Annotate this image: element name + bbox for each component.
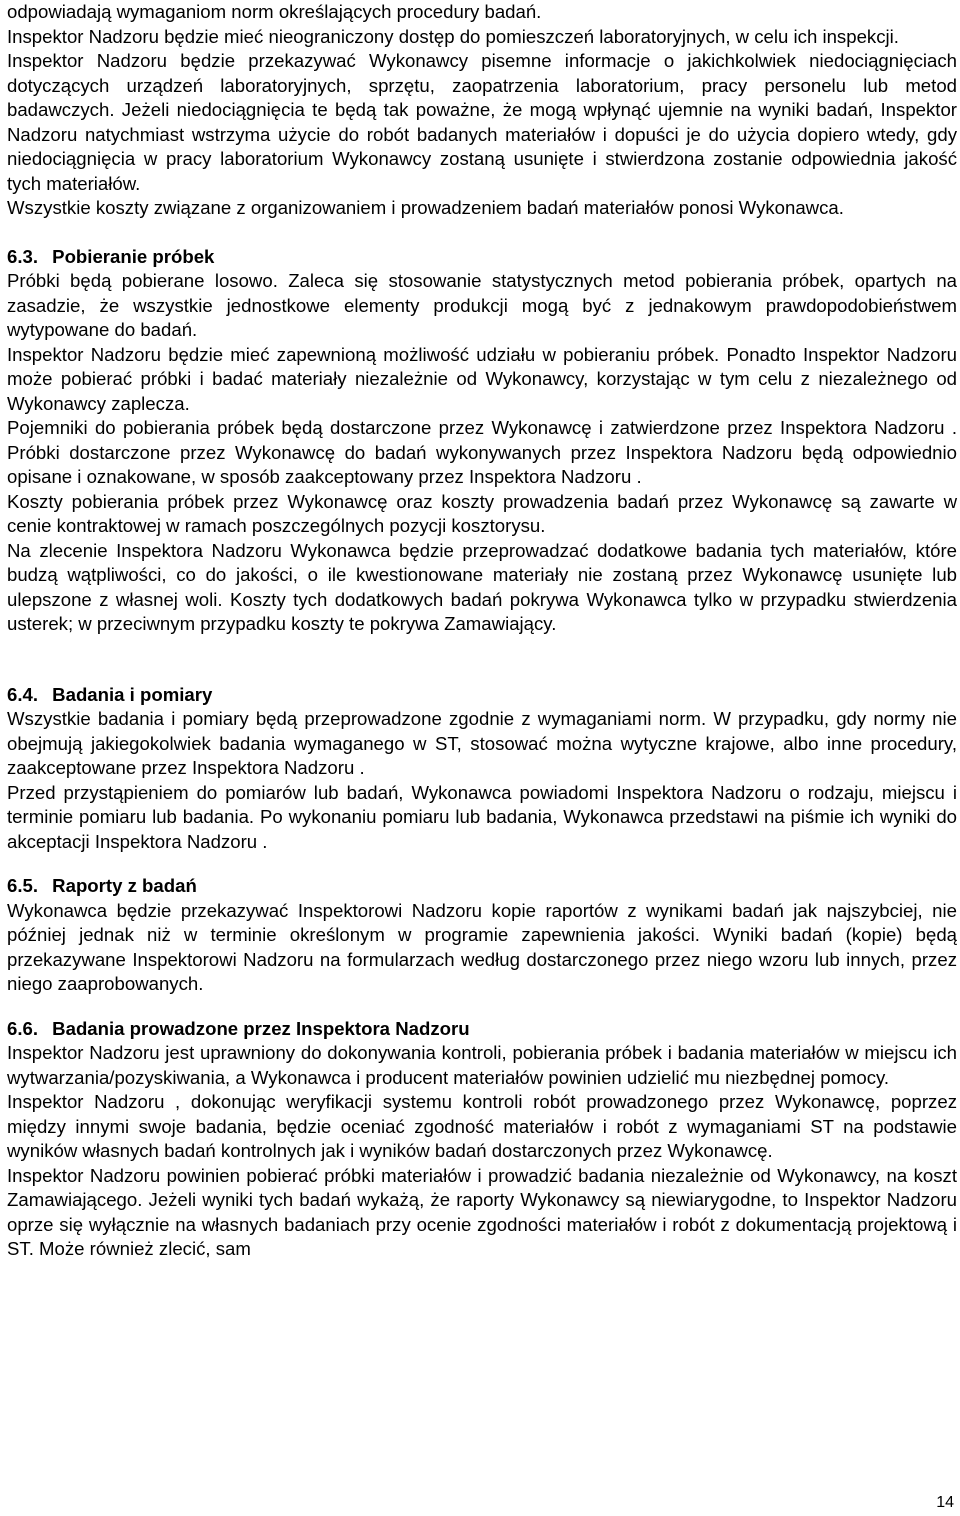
document-page xyxy=(7,0,957,1262)
section-heading-6-4 xyxy=(7,683,957,708)
paragraph: Na zlecenie Inspektora Nadzoru Wykonawca będzie przeprowadzać dodatkowe badania tych materiałów, które budzą wątpliwości, co do jakości, o ile kwestionowane materiały nie zostaną przez Wykonawcę usunięte lub ulepszone z własnej woli. Koszty tych dodatkowych badań pokrywa Wykonawca tylko w przypadku stwierdzenia usterek; w przeciwnym przypadku koszty te pokrywa Zamawiający. xyxy=(7,539,957,634)
section-number: 6.5. xyxy=(7,875,39,896)
section-number: 6.6. xyxy=(7,1017,39,1039)
paragraph: Inspektor Nadzoru będzie przekazywać Wykonawcy pisemne informacje o jakichkolwiek niedociągnięciach dotyczących urządzeń laboratoryjnych, sprzętu, zaopatrzenia laboratorium, pracy personelu lub metod badawczych. Jeżeli niedociągnięcia te będą tak poważne, że mogą wpłynąć ujemnie na wyniki badań, Inspektor Nadzoru natychmiast wstrzyma użycie do robót badanych materiałów i dopuści je do użycia dopiero wtedy, gdy niedociągnięcia w pracy laboratorium Wykonawcy zostaną usunięte i stwierdzona zostanie odpowiednia jakość tych materiałów. xyxy=(7,50,957,194)
page-number: 14 xyxy=(936,1494,954,1511)
paragraph: Inspektor Nadzoru jest uprawniony do dokonywania kontroli, pobierania próbek i badania materiałów w miejscu ich wytwarzania/pozyskiwania, a Wykonawca i producent materiałów powinien udzielić mu niezbędnej pomocy. xyxy=(7,1042,957,1088)
section-heading-6-3 xyxy=(7,245,957,270)
section-heading-6-6 xyxy=(7,1017,957,1042)
paragraph: Wszystkie badania i pomiary będą przeprowadzone zgodnie z wymaganiami norm. W przypadku, gdy normy nie obejmują jakiegokolwiek badania wymaganego w ST, stosować można wytyczne krajowe, albo inne procedury, zaakceptowane przez Inspektora Nadzoru . xyxy=(7,708,957,778)
paragraph: Koszty pobierania próbek przez Wykonawcę oraz koszty prowadzenia badań przez Wykonawcę są zawarte w cenie kontraktowej w ramach poszczególnych pozycji kosztorysu. xyxy=(7,490,957,536)
paragraph: Wszystkie koszty związane z organizowaniem i prowadzeniem badań materiałów ponosi Wykonawca. xyxy=(7,197,844,218)
paragraph: Inspektor Nadzoru powinien pobierać próbki materiałów i prowadzić badania niezależnie od Wykonawcy, na koszt Zamawiającego. Jeżeli wyniki tych badań wykażą, że raporty Wykonawcy są niewiarygodne, to Inspektor Nadzoru oprze się wyłącznie na własnych badaniach przy ocenie zgodności materiałów i robót z dokumentacją projektową i ST. Może również zlecić, sam xyxy=(7,1164,957,1259)
section-heading-6-5 xyxy=(7,874,957,899)
paragraph: Inspektor Nadzoru będzie mieć nieograniczony dostęp do pomieszczeń laboratoryjnych, w celu ich inspekcji. xyxy=(7,25,899,47)
paragraph: Wykonawca będzie przekazywać Inspektorowi Nadzoru kopie raportów z wynikami badań jak najszybciej, nie później jednak niż w terminie określonym w programie zapewnienia jakości. Wyniki badań (kopie) będą przekazywane Inspektorowi Nadzoru na formularzach według dostarczonego przez niego wzoru lub innych, przez niego zaaprobowanych. xyxy=(7,899,957,994)
paragraph: Przed przystąpieniem do pomiarów lub badań, Wykonawca powiadomi Inspektora Nadzoru o rodzaju, miejscu i terminie pomiaru lub badania. Po wykonaniu pomiaru lub badania, Wykonawca przedstawi na piśmie ich wyniki do akceptacji Inspektora Nadzoru . xyxy=(7,781,957,852)
paragraph: Inspektor Nadzoru będzie mieć zapewnioną możliwość udziału w pobieraniu próbek. Ponadto Inspektor Nadzoru może pobierać próbki i badać materiały niezależnie od Wykonawcy, korzystając w tym celu z niezależnego od Wykonawcy zaplecza. xyxy=(7,343,957,414)
section-number: 6.4. xyxy=(7,683,39,705)
paragraph: Pojemniki do pobierania próbek będą dostarczone przez Wykonawcę i zatwierdzone przez Inspektora Nadzoru . Próbki dostarczone przez Wykonawcę do badań wykonywanych przez Inspektora Nadzoru będą odpowiednio opisane i oznakowane, w sposób zaakceptowany przez Inspektora Nadzoru . xyxy=(7,417,957,487)
section-title: Badania i pomiary xyxy=(52,683,213,705)
section-title: Badania prowadzone przez Inspektora Nadzoru xyxy=(52,1017,470,1039)
paragraph: Próbki będą pobierane losowo. Zaleca się stosowanie statystycznych metod pobierania próbek, opartych na zasadzie, że wszystkie jednostkowe elementy produkcji mogą być z jednakowym prawdopodobieństwem wytypowane do badań. xyxy=(7,270,957,340)
section-title: Raporty z badań xyxy=(52,875,197,896)
paragraph: odpowiadają wymaganiom norm określających procedury badań. xyxy=(7,1,542,22)
section-number: 6.3. xyxy=(7,245,39,267)
section-title: Pobieranie próbek xyxy=(52,245,215,267)
paragraph: Inspektor Nadzoru , dokonując weryfikacji systemu kontroli robót prowadzonego przez Wykonawcę, poprzez między innymi swoje badania, będzie oceniać zgodność materiałów i robót z wymaganiami ST na podstawie wyników własnych badań kontrolnych jak i wyników badań dostarczonych przez Wykonawcę. xyxy=(7,1091,957,1161)
